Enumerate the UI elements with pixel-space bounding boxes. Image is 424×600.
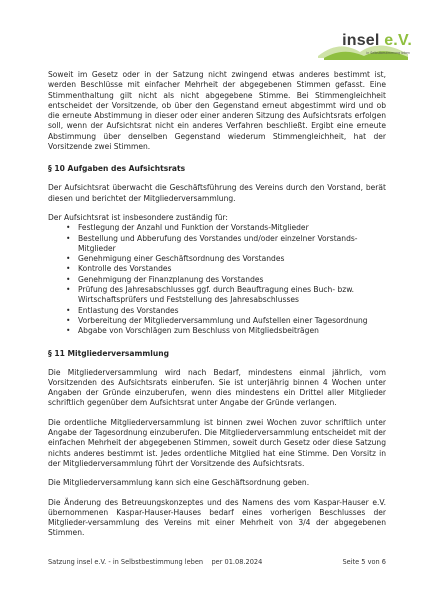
list-item: • Genehmigung einer Geschäftsordnung des Vorstandes	[78, 254, 386, 264]
section-11-paragraph-2: Die ordentliche Mitgliederversammlung ist binnen zwei Wochen zuvor schriftlich unter Angabe der Tagesordnung einzuberufen. Die Mitgliederversammlung entscheidet mit der einfachen Mehrheit der abgegebenen Stimmen, soweit durch Gesetz oder diese Satzung nichts anderes bestimmt ist. Jedes ordentliche Mitglied hat eine Stimme. Den Vorsitz in der Mitgliederversammlung führt der Vorsitzende des Aufsichtsrats.	[48, 417, 386, 468]
list-item: • Prüfung des Jahresabschlusses ggf. durch Beauftragung eines Buch- bzw. Wirtschaftsprüfers und Feststellung des Jahresabschlusses	[78, 285, 386, 306]
section-11-heading: § 11 Mitgliederversammlung	[48, 348, 169, 358]
list-item: • Genehmigung der Finanzplanung des Vorstandes	[78, 275, 386, 285]
document-body	[48, 70, 386, 548]
list-item: • Bestellung und Abberufung des Vorstandes und/oder einzelner Vorstands-Mitglieder	[78, 234, 386, 255]
logo-wordmark	[342, 32, 412, 50]
list-item: • Vorbereitung der Mitgliederversammlung und Aufstellen einer Tagesordnung	[78, 316, 386, 326]
logo-name-suffix: e.V.	[379, 32, 412, 49]
list-item: • Festlegung der Anzahl und Funktion der Vorstands-Mitglieder	[78, 223, 386, 233]
footer-page-number: Seite 5 von 6	[342, 558, 386, 566]
intro-paragraph: Soweit im Gesetz oder in der Satzung nicht zwingend etwas anderes bestimmt ist, werden Beschlüsse mit einfacher Mehrheit der abgegebenen Stimmen gefasst. Eine Stimmenthaltung gilt nicht als nicht abgegebene Stimme. Bei Stimmengleichheit entscheidet der Vorsitzende, ob über den Gegenstand erneut abgestimmt wird und ob die erneute Abstimmung in dieser oder einer anderen Sitzung des Aufsichtsrats erfolgen soll, wenn der Aufsichtsrat nicht ein anderes Verfahren beschließt. Ergibt eine erneute Abstimmung über denselben Gegenstand wiederum Stimmengleichheit, hat der Vorsitzende zwei Stimmen.	[48, 70, 386, 152]
section-10-paragraph-1: Der Aufsichtsrat überwacht die Geschäftsführung des Vereins durch den Vorstand, berät diesen und berichtet der Mitgliederversammlung.	[48, 183, 386, 203]
section-10-heading: § 10 Aufgaben des Aufsichtsrats	[48, 164, 186, 174]
insel-logo	[316, 14, 412, 64]
page-footer	[48, 558, 386, 567]
section-11-paragraph-3: Die Mitgliederversammlung kann sich eine Geschäftsordnung geben.	[48, 478, 310, 488]
section-11-paragraph-4: Die Änderung des Betreuungskonzeptes und des Namens des vom Kaspar-Hauser e.V. übernommenen Kaspar-Hauser-Hauses bedarf eines vorherigen Beschlusses der Mitglieder-versammlung des Vereins mit einer Mehrheit von 3/4 der abgegebenen Stimmen.	[48, 497, 386, 538]
list-item: • Kontrolle des Vorstandes	[78, 264, 386, 274]
logo-tagline: in Selbstbestimmung leben	[366, 51, 410, 55]
section-10-task-list	[48, 223, 386, 336]
section-11-paragraph-1: Die Mitgliederversammlung wird nach Bedarf, mindestens einmal jährlich, vom Vorsitzenden des Aufsichtsrats einberufen. Sie ist unterjährig binnen 4 Wochen unter Angaben der Gründe einzuberufen, wenn dies mindestens ein Drittel aller Mitglieder schriftlich gegenüber dem Aufsichtsrat unter Angabe der Gründe verlangen.	[48, 367, 386, 408]
section-10-paragraph-2: Der Aufsichtsrat ist insbesondere zuständig für:	[48, 212, 228, 222]
list-item: • Abgabe von Vorschlägen zum Beschluss von Mitgliedsbeiträgen	[78, 326, 386, 336]
logo-name-main: insel	[342, 32, 380, 49]
list-item: • Entlastung des Vorstandes	[78, 306, 386, 316]
footer-document-info: Satzung insel e.V. - in Selbstbestimmung leben per 01.08.2024	[48, 558, 263, 566]
